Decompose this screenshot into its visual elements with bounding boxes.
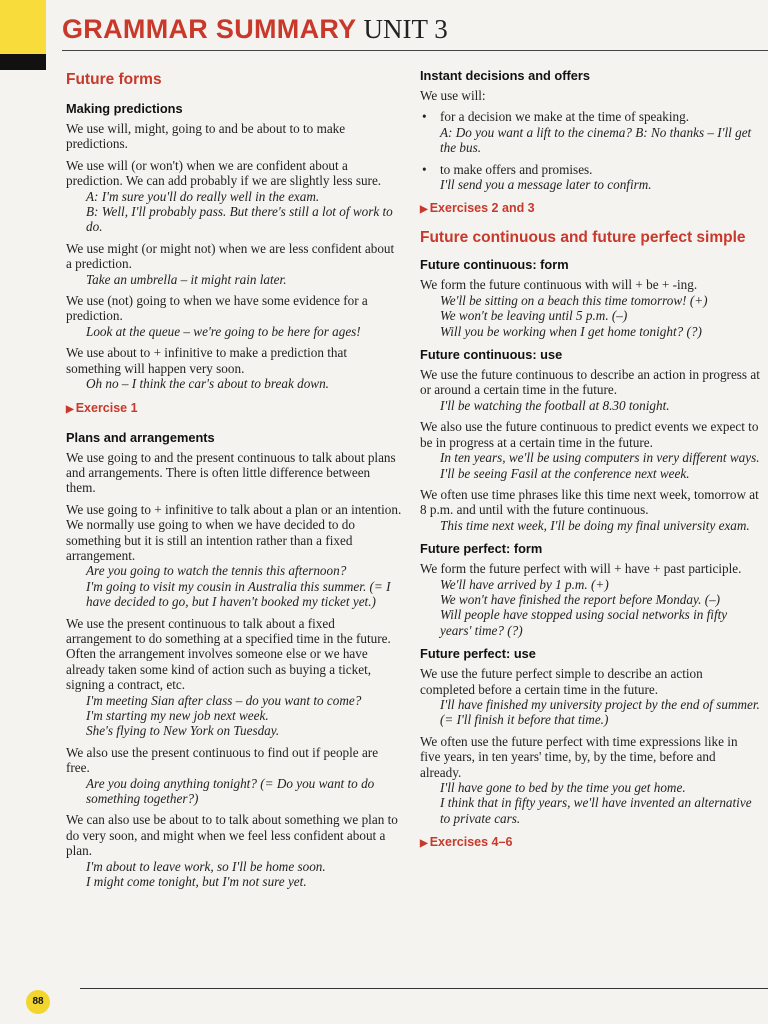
fp-form-example-3: Will people have stopped using social networks in fifty years' time? (?): [440, 607, 728, 638]
fc-form-example-3: Will you be working when I get home tonight? (?): [440, 323, 702, 339]
fp-use-heading: Future perfect: use: [420, 646, 536, 662]
fp-form-heading: Future perfect: form: [420, 541, 543, 557]
title-rule: [62, 50, 768, 51]
fc-use-heading: Future continuous: use: [420, 347, 563, 363]
pa-paragraph-5: We can also use be about to to talk about something we plan to do very soon, and might when we feel less confident about a plan.: [66, 812, 398, 859]
plans-heading: Plans and arrangements: [66, 429, 215, 445]
fp-use-paragraph-2: We often use the future perfect with time expressions like in five years, in ten years' time, by, by the time, before and already.: [420, 733, 738, 780]
exercises-4-6-label: Exercises 4–6: [429, 835, 513, 850]
page-title: [62, 12, 448, 47]
page-number-badge: 88: [26, 990, 50, 1014]
pa-paragraph-3: We use the present continuous to talk about a fixed arrangement to do something at a specified time in the future. Often the arrangement involves someone else or we have already taken some kind of action such as buying a ticket, signing a contract, etc.: [66, 615, 391, 693]
inst-bullet-2-example: I'll send you a message later to confirm.: [440, 177, 652, 193]
making-predictions-heading: Making predictions: [66, 101, 183, 116]
fp-form-example-1: We'll have arrived by 1 p.m. (+): [440, 576, 609, 592]
title-unit: UNIT 3: [363, 14, 448, 44]
fc-use-example-1: I'll be watching the football at 8.30 tonight.: [440, 397, 670, 413]
exercises-2-3-link[interactable]: [420, 200, 760, 218]
fc-form-example-1: We'll be sitting on a beach this time tomorrow! (+): [440, 292, 708, 308]
fc-use-paragraph-3: We often use time phrases like this time next week, tomorrow at 8 p.m. and until with the future continuous.: [420, 486, 759, 518]
pa-example-7: I'm about to leave work, so I'll be home soon.: [86, 858, 326, 874]
inst-bullet-1-example: A: Do you want a lift to the cinema? B: No thanks – I'll get the bus.: [440, 124, 752, 156]
pa-example-2: I'm going to visit my cousin in Australia this summer. (= I have decided to go, but I haven't booked my ticket yet.): [86, 578, 391, 610]
future-forms-heading: Future forms: [66, 71, 162, 88]
mp-example-4: Look at the queue – we're going to be here for ages!: [86, 323, 361, 339]
pa-example-6: Are you doing anything tonight? (= Do you want to do something together?): [86, 775, 375, 807]
fp-form-paragraph: We form the future perfect with will + have + past participle.: [420, 561, 742, 577]
right-column: [420, 64, 760, 852]
instant-bullet-list: [420, 109, 760, 192]
pa-paragraph-4: We also use the present continuous to find out if people are free.: [66, 744, 379, 776]
mp-paragraph-2: We use will (or won't) when we are confident about a prediction. We can add probably if we are slightly less sure.: [66, 157, 382, 189]
header-tab: [0, 54, 46, 70]
pa-paragraph-1: We use going to and the present continuous to talk about plans and arrangements. There is often little difference between them.: [66, 449, 396, 496]
mp-example-2: B: Well, I'll probably pass. But there's still a lot of work to do.: [86, 204, 393, 235]
exercise-1-label: Exercise 1: [75, 400, 138, 415]
exercise-1-link[interactable]: [66, 400, 402, 418]
mp-paragraph-4: We use (not) going to when we have some evidence for a prediction.: [66, 293, 368, 324]
pa-paragraph-2: We use going to + infinitive to talk about a plan or an intention. We normally use going to when we have decided to do something but it is still an intention rather than a fixed arrangement.: [66, 501, 402, 563]
mp-example-1: A: I'm sure you'll do really well in the exam.: [86, 188, 320, 204]
pa-example-5: She's flying to New York on Tuesday.: [86, 723, 280, 739]
fp-use-example-3: I think that in fifty years, we'll have invented an alternative to private cars.: [440, 795, 752, 826]
mp-example-5: Oh no – I think the car's about to break down.: [86, 376, 329, 392]
instant-decisions-heading: Instant decisions and offers: [420, 68, 590, 83]
inst-bullet-2: to make offers and promises.: [440, 161, 593, 177]
inst-paragraph-1: We use will:: [420, 88, 486, 103]
bullet-item: [420, 109, 760, 155]
pa-example-1: Are you going to watch the tennis this afternoon?: [86, 563, 347, 579]
fc-use-paragraph-1: We use the future continuous to describe an action in progress at or around a certain time in the future.: [420, 367, 760, 398]
mp-paragraph-3: We use might (or might not) when we are less confident about a prediction.: [66, 240, 395, 272]
pa-example-4: I'm starting my new job next week.: [86, 708, 269, 723]
play-arrow-icon: ▶: [420, 204, 428, 216]
exercises-4-6-link[interactable]: [420, 834, 760, 852]
pa-example-3: I'm meeting Sian after class – do you want to come?: [86, 692, 362, 708]
fc-form-heading: Future continuous: form: [420, 257, 569, 273]
fc-use-example-4: This time next week, I'll be doing my final university exam.: [440, 517, 750, 533]
fp-form-example-2: We won't have finished the report before Monday. (–): [440, 591, 721, 607]
inst-bullet-1: for a decision we make at the time of speaking.: [440, 109, 690, 125]
fc-use-paragraph-2: We also use the future continuous to predict events we expect to be in progress at a certain time in the future.: [420, 419, 759, 450]
fcfp-heading: Future continuous and future perfect simple: [420, 229, 746, 247]
fc-use-example-3: I'll be seeing Fasil at the conference next week.: [440, 465, 690, 481]
title-main: GRAMMAR SUMMARY: [62, 14, 357, 44]
footer-rule: [80, 988, 768, 989]
fc-form-paragraph: We form the future continuous with will + be + -ing.: [420, 277, 698, 293]
fc-form-example-2: We won't be leaving until 5 p.m. (–): [440, 308, 628, 324]
left-column: [66, 64, 402, 889]
mp-example-3: Take an umbrella – it might rain later.: [86, 271, 287, 287]
fp-use-paragraph-1: We use the future perfect simple to describe an action completed before a certain time in the future.: [420, 666, 703, 697]
pa-example-8: I might come tonight, but I'm not sure yet.: [86, 874, 307, 890]
mp-paragraph-1: We use will, might, going to and be about to to make predictions.: [66, 121, 346, 152]
fp-use-example-1: I'll have finished my university project by the end of summer. (= I'll finish it before that time.): [440, 696, 760, 728]
mp-paragraph-5: We use about to + infinitive to make a prediction that something will happen very soon.: [66, 345, 348, 376]
play-arrow-icon: ▶: [420, 838, 428, 850]
bullet-item: [420, 162, 760, 193]
play-arrow-icon: ▶: [66, 403, 74, 415]
fc-use-example-2: In ten years, we'll be using computers in very different ways.: [440, 450, 760, 466]
exercises-2-3-label: Exercises 2 and 3: [429, 201, 535, 216]
fp-use-example-2: I'll have gone to bed by the time you get home.: [440, 780, 686, 795]
